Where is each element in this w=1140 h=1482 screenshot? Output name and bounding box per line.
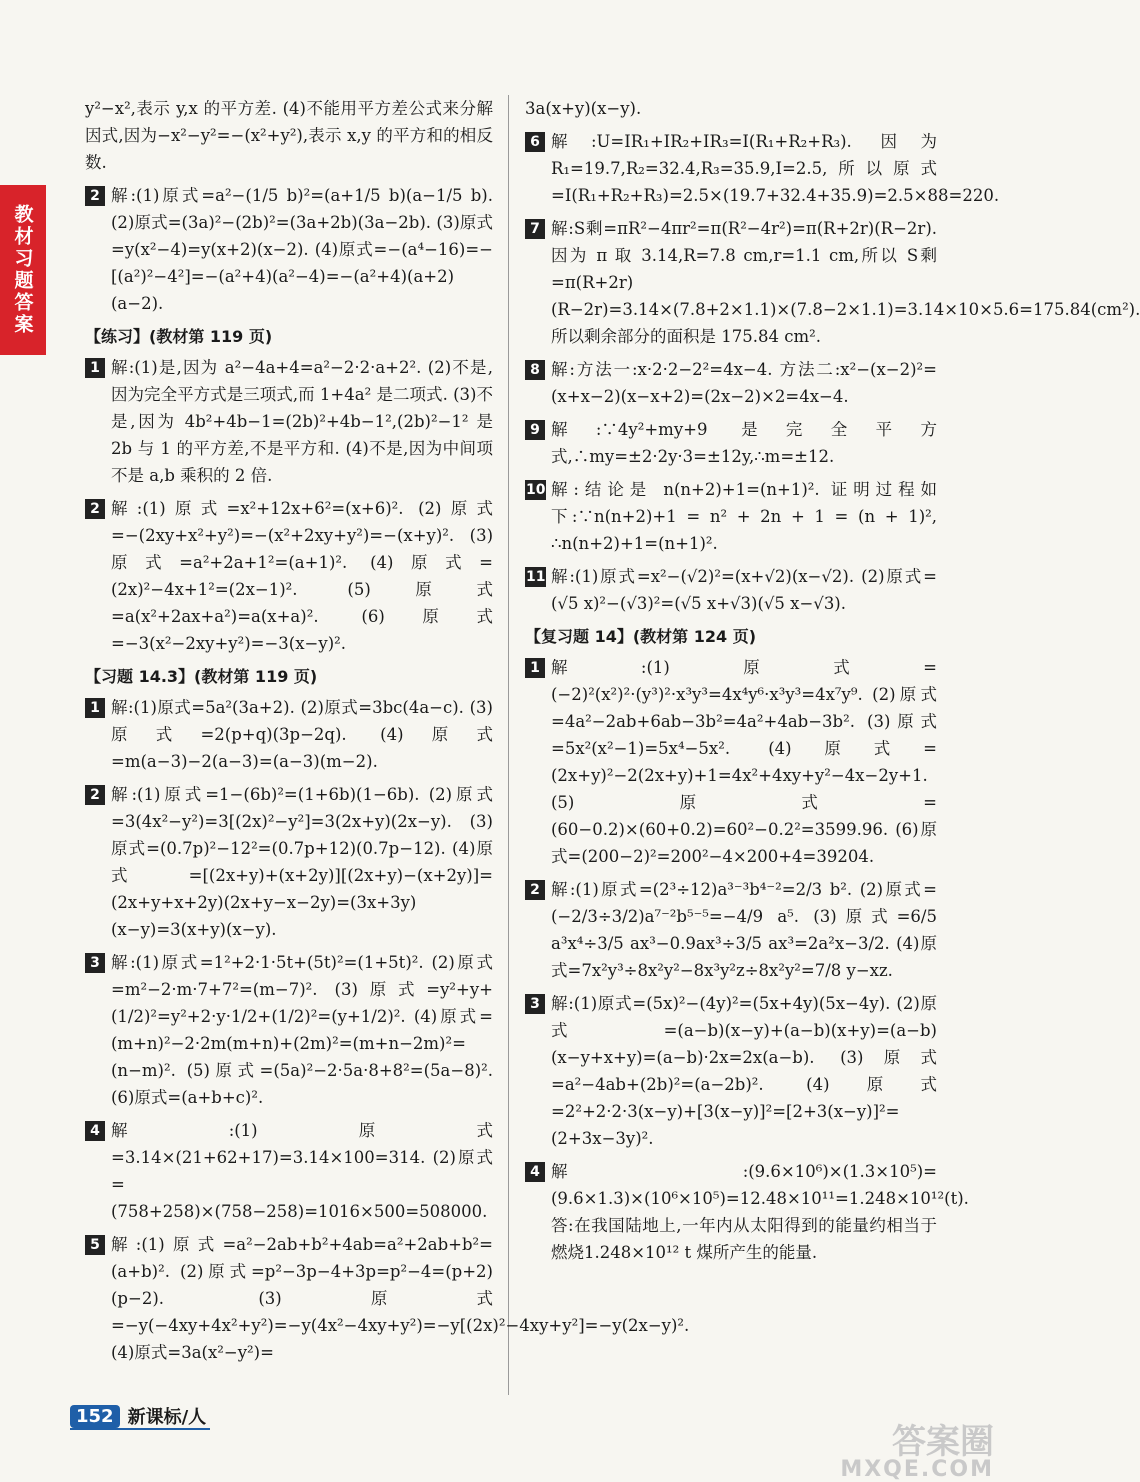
question-number-badge: 2 [85,785,105,805]
answer-text: 解:(1)原式=x²−(√2)²=(x+√2)(x−√2). (2)原式=(√5 x)²−(√3)²=(√5 x+√3)(√5 x−√3). [551,567,937,613]
question-number-badge: 10 [526,482,546,498]
continued-text: y²−x²,表示 y,x 的平方差. (4)不能用平方差公式来分解因式,因为−x²−y²=−(x²+y²),表示 x,y 的平方和的相反数. [85,99,493,172]
question-number-badge: 1 [85,698,105,718]
page-number: 152 [70,1405,120,1428]
answer-text: 解:结论是 n(n+2)+1=(n+1)². 证明过程如下:∵n(n+2)+1 = n² + 2n + 1 = (n + 1)², ∴n(n+2)+1=(n+1)². [551,480,937,553]
answer-text: 解:(1)原式=(−2)²(x²)²·(y³)²·x³y³=4x⁴y⁶·x³y³=4x⁷y⁹. (2)原式=4a²−2ab+6ab−3b²=4a²+4ab−3b². (3)原式=5x²(x²−1)=5x⁴−5x². (4)原式=(2x+y)²−2(2x+y)+1=4x²+4xy+y²−4x−2y+1. (5)原式=(60−0.2)×(60+0.2)=60²−0.2²=3599.96. (6)原式=(200−2)²=200²−4×200+4=39204. [551,658,937,866]
answer-text: 解:(1)原式=(2³÷12)a³⁻³b⁴⁻²=2/3 b². (2)原式=(−2/3÷3/2)a⁷⁻²b⁵⁻⁵=−4/9 a⁵. (3)原式=6/5 a³x⁴÷3/5 ax³−0.9ax³÷3/5 ax³=2a²x−3/2. (4)原式=7x²y³÷8x²y²−8x³y²z÷8x²y²=7/8 y−xz. [551,880,937,980]
answer-item [525,476,937,557]
answer-item [85,949,493,1111]
answer-item [85,694,493,775]
question-number-badge: 6 [525,132,545,152]
answer-text: 解:(9.6×10⁶)×(1.3×10⁵)=(9.6×1.3)×(10⁶×10⁵)=12.48×10¹¹=1.248×10¹²(t). 答:在我国陆地上,一年内从太阳得到的能量约相当于燃烧1.248×10¹² t 煤所产生的能量. [551,1162,969,1262]
answer-text: 解:(1)原式=3.14×(21+62+17)=3.14×100=314. (2)原式=(758+258)×(758−258)=1016×500=508000. [111,1121,493,1221]
answer-item [85,354,493,489]
answer-item [525,876,937,984]
page-footer [70,1403,206,1429]
answer-text: 解:(1)原式=1²+2·1·5t+(5t)²=(1+5t)². (2)原式=m²−2·m·7+7²=(m−7)². (3)原式=y²+y+(1/2)²=y²+2·y·1/2+(1/2)²=(y+1/2)². (4)原式=(m+n)²−2·2m(m+n)+(2m)²=(m+n−2m)²=(n−m)². (5)原式=(5a)²−2·5a·8+8²=(5a−8)². (6)原式=(a+b+c)². [111,953,493,1107]
answer-text: 解:∵4y²+my+9 是完全平方式,∴my=±2·2y·3=±12y,∴m=±12. [551,420,937,466]
section-heading: 【复习题 14】(教材第 124 页) [525,627,757,646]
question-number-badge: 1 [525,658,545,678]
question-number-badge: 2 [85,499,105,519]
footer-rule [70,1428,210,1430]
answer-text: 解:方法一:x·2·2−2²=4x−4. 方法二:x²−(x−2)²=(x+x−2)(x−x+2)=(2x−2)×2=4x−4. [551,360,937,406]
answer-item [85,781,493,943]
answer-item [525,416,937,470]
answer-item [525,1158,969,1266]
answer-item [85,182,493,317]
question-number-badge: 8 [525,360,545,380]
answer-item [525,990,937,1152]
question-number-badge: 3 [525,994,545,1014]
footer-label: 新课标/人 [127,1407,207,1428]
question-number-badge: 2 [525,880,545,900]
answer-text: 解:U=IR₁+IR₂+IR₃=I(R₁+R₂+R₃). 因为 R₁=19.7,R₂=32.4,R₃=35.9,I=2.5,所以原式=I(R₁+R₂+R₃)=2.5×(19.7+32.4+35.9)=2.5×88=220. [551,132,1000,205]
section-heading: 【习题 14.3】(教材第 119 页) [85,667,318,686]
question-number-badge: 4 [85,1121,105,1141]
answer-item [85,1231,690,1366]
question-number-badge: 11 [526,569,546,585]
answer-text: 解:(1)原式=a²−(1/5 b)²=(a+1/5 b)(a−1/5 b). (2)原式=(3a)²−(2b)²=(3a+2b)(3a−2b). (3)原式=y(x²−4)=y(x+2)(x−2). (4)原式=−(a⁴−16)=−[(a²)²−4²]=−(a²+4)(a²−4)=−(a²+4)(a+2)(a−2). [111,186,493,313]
answer-item [85,1117,493,1225]
answer-text: 解:(1)原式=5a²(3a+2). (2)原式=3bc(4a−c). (3)原式=2(p+q)(3p−2q). (4)原式=m(a−3)−2(a−3)=(a−3)(m−2). [111,698,493,771]
answer-item [525,128,1000,209]
right-column [525,95,1140,1272]
question-number-badge: 3 [85,953,105,973]
question-number-badge: 2 [85,186,105,206]
answer-item [525,215,1140,350]
continued-text: 3a(x+y)(x−y). [525,99,642,118]
answer-text: 解:(1)是,因为 a²−4a+4=a²−2·2·a+2². (2)不是,因为完全平方式是三项式,而 1+4a² 是二项式. (3)不是,因为 4b²+4b−1=(2b)²+4b−1²,(2b)²−1² 是 2b 与 1 的平方差,不是平方和. (4)不是,因为中间项不是 a,b 乘积的 2 倍. [111,358,493,485]
section-heading: 【练习】(教材第 119 页) [85,327,273,346]
answer-text: 解:(1)原式=x²+12x+6²=(x+6)². (2)原式=−(2xy+x²+y²)=−(x²+2xy+y²)=−(x+y)². (3)原式=a²+2a+1²=(a+1)². (4)原式=(2x)²−4x+1²=(2x−1)². (5)原式=a(x²+2ax+a²)=a(x+a)². (6)原式=−3(x²−2xy+y²)=−3(x−y)². [111,499,493,653]
answer-text: 解:S剩=πR²−4πr²=π(R²−4r²)=π(R+2r)(R−2r). 因为 π 取 3.14,R=7.8 cm,r=1.1 cm,所以 S剩=π(R+2r)(R−2r)=3.14×(7.8+2×1.1)×(7.8−2×1.1)=3.14×10×5.6=175.84(cm²). 所以剩余部分的面积是 175.84 cm². [551,219,1140,346]
answer-item [525,654,937,870]
question-number-badge: 5 [85,1235,105,1255]
watermark-logo: 答案圈 MXQE.COM [840,1422,994,1482]
column-divider [508,95,509,1395]
answer-item [85,495,493,657]
question-number-badge: 7 [525,219,545,239]
answer-text: 解:(1)原式=a²−2ab+b²+4ab=a²+2ab+b²=(a+b)². (2)原式=p²−3p−4+3p=p²−4=(p+2)(p−2). (3)原式=−y(−4xy+4x²+y²)=−y(4x²−4xy+y²)=−y[(2x)²−4xy+y²]=−y(2x−y)². (4)原式=3a(x²−y²)= [111,1235,690,1362]
answer-text: 解:(1)原式=1−(6b)²=(1+6b)(1−6b). (2)原式=3(4x²−y²)=3[(2x)²−y²]=3(2x+y)(2x−y). (3)原式=(0.7p)²−12²=(0.7p+12)(0.7p−12). (4)原式=[(2x+y)+(x+2y)][(2x+y)−(x+2y)]=(2x+y+x+2y)(2x+y−x−2y)=(3x+3y)(x−y)=3(x+y)(x−y). [111,785,493,939]
answer-item [525,356,937,410]
question-number-badge: 1 [85,358,105,378]
answer-item [525,563,937,617]
question-number-badge: 4 [525,1162,545,1182]
side-tab-answers: 教材习题答案 [0,185,46,355]
answer-text: 解:(1)原式=(5x)²−(4y)²=(5x+4y)(5x−4y). (2)原式=(a−b)(x−y)+(a−b)(x+y)=(a−b)(x−y+x+y)=(a−b)·2x=2x(a−b). (3)原式=a²−4ab+(2b)²=(a−2b)². (4)原式=2²+2·2·3(x−y)+[3(x−y)]²=[2+3(x−y)]²=(2+3x−3y)². [551,994,937,1148]
question-number-badge: 9 [525,420,545,440]
